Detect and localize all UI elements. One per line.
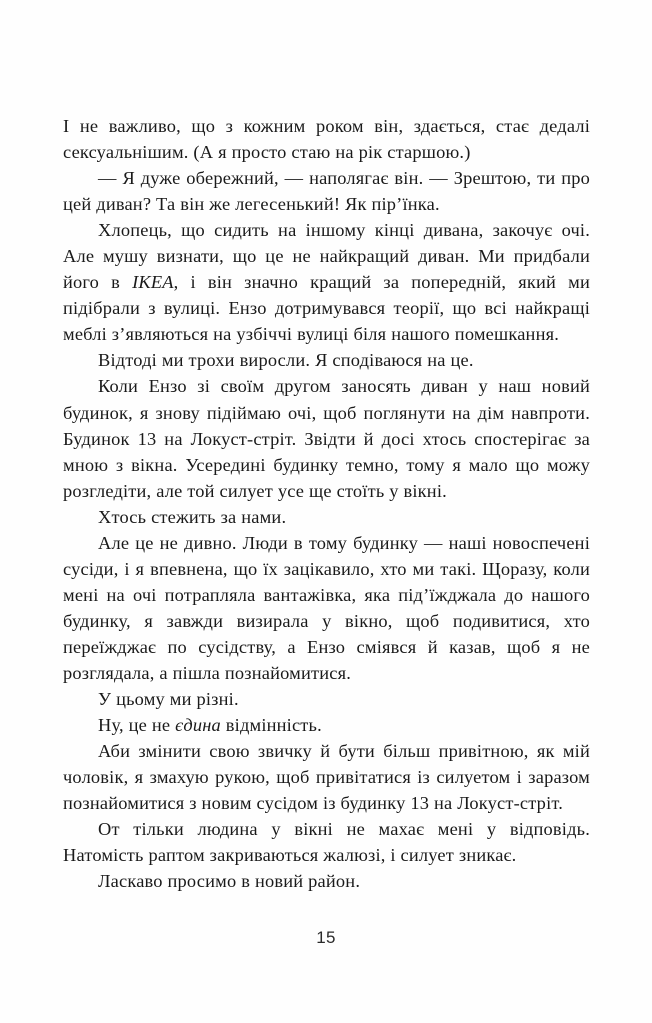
body-text: Але це не дивно. Люди в тому будинку — наші новоспечені сусіди, і я впевнена, що їх зацікавило, хто ми такі. Щоразу, коли мені на очі потрапляла вантажівка, яка під’їжджала до нашого будинку, я завжди визирала у вікно, щоб подивитися, хто переїжджає по сусідству, а Ензо сміявся й казав, щоб я не розглядала, а пішла познайомитися.	[63, 532, 590, 683]
body-text: , і він значно кращий за попередній, який ми підібрали з вулиці. Ензо дотримувався теорії, що всі найкращі меблі з’являються на узбіччі вулиці біля нашого помешкання.	[63, 272, 590, 345]
body-text: У цьому ми різні.	[98, 689, 239, 710]
body-text: Коли Ензо зі своїм другом заносять диван у наш новий будинок, я знову підіймаю очі, щоб поглянути на дім навпроти. Будинок 13 на Локуст-стріт. Звідти й досі хтось спостерігає за мною з вікна. Усередині будинку темно, тому я мало що можу розгледіти, але той силует усе ще стоїть у вікні.	[63, 376, 590, 501]
paragraph	[63, 504, 590, 530]
emphasized-text: єдина	[175, 715, 221, 736]
body-text: Аби змінити свою звичку й бути більш привітною, як мій чоловік, я змахую рукою, щоб привітатися із силуетом і заразом познайомитися з новим сусідом із будинку 13 на Локуст-стріт.	[63, 741, 590, 814]
body-text: От тільки людина у вікні не махає мені у відповідь. Натомість раптом закриваються жалюзі, і силует зникає.	[63, 819, 590, 866]
paragraph	[63, 738, 590, 816]
body-text: Ну, це не	[98, 715, 176, 736]
paragraph	[63, 165, 590, 217]
page-text-block	[63, 113, 590, 894]
body-text: Відтоді ми трохи виросли. Я сподіваюся на це.	[98, 350, 474, 371]
body-text: відмінність.	[220, 715, 322, 736]
paragraph	[63, 113, 590, 165]
paragraph	[63, 347, 590, 373]
paragraph	[63, 530, 590, 686]
page-number: 15	[316, 928, 336, 947]
paragraph	[63, 816, 590, 868]
body-text: Хтось стежить за нами.	[98, 506, 287, 527]
body-text: Ласкаво просимо в новий район.	[98, 871, 361, 892]
body-text: — Я дуже обережний, — наполягає він. — Зрештою, ти про цей диван? Та він же легесенький! Як пір’їнка.	[63, 168, 590, 215]
paragraph	[63, 373, 590, 503]
body-text: І не важливо, що з кожним роком він, здається, стає дедалі сексуальнішим. (А я просто стаю на рік старшою.)	[63, 116, 590, 163]
paragraph	[63, 217, 590, 347]
body-text: Хлопець, що сидить на іншому кінці дивана, закочує очі. Але мушу визнати, що це не найкращий диван. Ми придбали його в	[63, 220, 590, 293]
paragraph	[63, 868, 590, 894]
paragraph	[63, 712, 590, 738]
paragraph	[63, 686, 590, 712]
emphasized-text: IKEA	[132, 272, 174, 293]
